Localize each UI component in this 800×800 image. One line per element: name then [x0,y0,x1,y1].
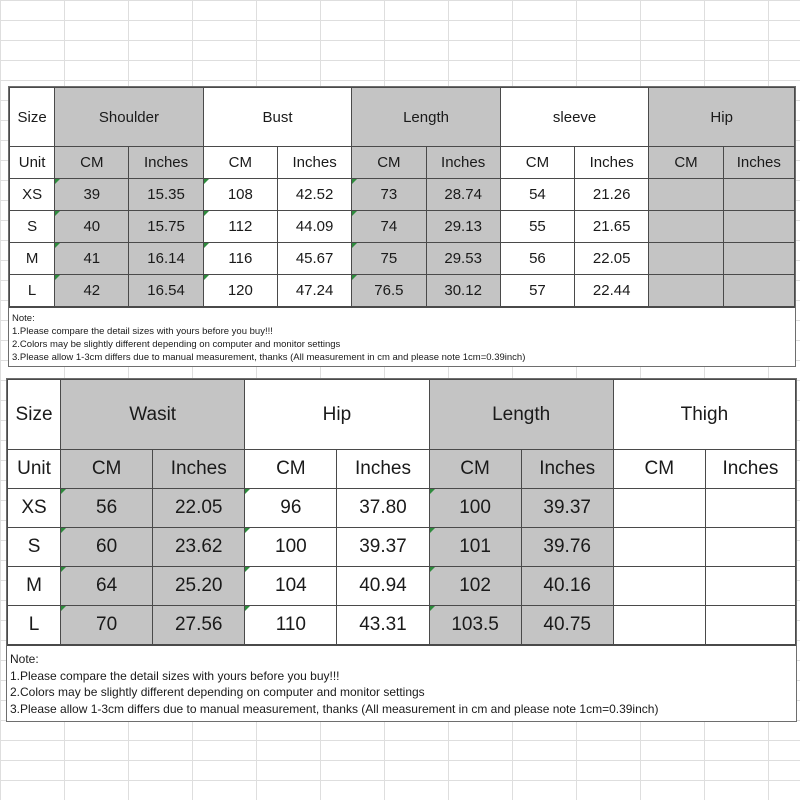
unit-label: Unit [10,147,55,179]
value-cell: 101 [429,528,521,567]
value-cell: 39 [55,179,129,211]
table-row [8,606,796,645]
value-cell [613,606,705,645]
value-cell: 64 [61,567,153,606]
table-row [10,275,795,307]
value-cell: 102 [429,567,521,606]
note-line: 1.Please compare the detail sizes with yours before you buy!!! [10,668,340,683]
value-cell: 22.05 [575,243,649,275]
value-cell: 56 [500,243,574,275]
top-size-chart [8,86,796,367]
value-cell: 40.16 [521,567,613,606]
hip-header: Hip [245,380,429,450]
size-cell: L [10,275,55,307]
top-unit-row [10,147,795,179]
value-cell [705,489,795,528]
hip-header: Hip [649,88,795,147]
value-cell: 110 [245,606,337,645]
top-header-row [10,88,795,147]
unit-cell: CM [500,147,574,179]
size-header: Size [8,380,61,450]
value-cell: 108 [203,179,277,211]
unit-cell: Inches [723,147,794,179]
bottom-unit-row [8,450,796,489]
unit-cell: Inches [575,147,649,179]
value-cell [723,243,794,275]
value-cell: 70 [61,606,153,645]
note-line: 2.Colors may be slightly different depending on computer and monitor settings [12,339,341,350]
value-cell [705,567,795,606]
value-cell [705,528,795,567]
unit-cell: CM [613,450,705,489]
size-cell: L [8,606,61,645]
bottom-header-row [8,380,796,450]
length-header: Length [429,380,613,450]
value-cell: 55 [500,211,574,243]
value-cell: 74 [352,211,426,243]
value-cell: 39.37 [521,489,613,528]
value-cell: 54 [500,179,574,211]
unit-cell: CM [61,450,153,489]
length-header: Length [352,88,501,147]
unit-cell: Inches [153,450,245,489]
unit-cell: CM [352,147,426,179]
note-title: Note: [12,313,35,324]
unit-cell: Inches [426,147,500,179]
bottom-size-chart [6,378,797,722]
unit-cell: CM [649,147,723,179]
notes-section [7,645,796,720]
value-cell: 29.53 [426,243,500,275]
size-cell: XS [10,179,55,211]
size-header: Size [10,88,55,147]
value-cell: 16.54 [129,275,203,307]
notes-section [9,307,795,367]
unit-cell: Inches [521,450,613,489]
value-cell: 75 [352,243,426,275]
value-cell: 42 [55,275,129,307]
value-cell: 112 [203,211,277,243]
size-cell: M [10,243,55,275]
value-cell [723,179,794,211]
value-cell: 42.52 [277,179,351,211]
bust-header: Bust [203,88,352,147]
value-cell [649,243,723,275]
value-cell: 100 [245,528,337,567]
value-cell: 40 [55,211,129,243]
note-line: 1.Please compare the detail sizes with yours before you buy!!! [12,326,273,337]
value-cell: 100 [429,489,521,528]
value-cell: 29.13 [426,211,500,243]
table-row [8,489,796,528]
value-cell: 43.31 [337,606,429,645]
value-cell: 104 [245,567,337,606]
size-cell: M [8,567,61,606]
value-cell: 103.5 [429,606,521,645]
unit-cell: Inches [129,147,203,179]
value-cell: 21.26 [575,179,649,211]
unit-cell: CM [245,450,337,489]
table-row [10,179,795,211]
unit-cell: Inches [337,450,429,489]
value-cell [613,528,705,567]
value-cell: 21.65 [575,211,649,243]
value-cell [723,275,794,307]
value-cell: 73 [352,179,426,211]
table-row [8,567,796,606]
thigh-header: Thigh [613,380,795,450]
value-cell: 56 [61,489,153,528]
value-cell: 76.5 [352,275,426,307]
table-row [8,528,796,567]
value-cell [649,179,723,211]
value-cell [705,606,795,645]
bottom-size-table [7,379,796,645]
note-line: 3.Please allow 1-3cm differs due to manual measurement, thanks (All measurement in cm and please note 1cm=0.39inch) [10,701,659,716]
value-cell: 39.37 [337,528,429,567]
unit-cell: CM [203,147,277,179]
value-cell: 22.44 [575,275,649,307]
note-line: 3.Please allow 1-3cm differs due to manual measurement, thanks (All measurement in cm and please note 1cm=0.39inch) [12,352,526,363]
unit-cell: CM [429,450,521,489]
value-cell: 40.75 [521,606,613,645]
size-cell: S [10,211,55,243]
value-cell [613,567,705,606]
shoulder-header: Shoulder [55,88,204,147]
value-cell: 16.14 [129,243,203,275]
value-cell: 15.75 [129,211,203,243]
value-cell [613,489,705,528]
value-cell: 40.94 [337,567,429,606]
value-cell [649,275,723,307]
unit-cell: Inches [277,147,351,179]
value-cell: 23.62 [153,528,245,567]
value-cell: 27.56 [153,606,245,645]
value-cell [649,211,723,243]
value-cell: 120 [203,275,277,307]
table-row [10,211,795,243]
value-cell: 57 [500,275,574,307]
top-size-table [9,87,795,307]
value-cell: 45.67 [277,243,351,275]
value-cell: 41 [55,243,129,275]
unit-label: Unit [8,450,61,489]
table-row [10,243,795,275]
unit-cell: CM [55,147,129,179]
value-cell: 44.09 [277,211,351,243]
unit-cell: Inches [705,450,795,489]
note-title: Note: [10,652,39,666]
value-cell: 37.80 [337,489,429,528]
value-cell: 28.74 [426,179,500,211]
value-cell: 22.05 [153,489,245,528]
size-cell: XS [8,489,61,528]
waist-header: Wasit [61,380,245,450]
value-cell: 15.35 [129,179,203,211]
value-cell: 116 [203,243,277,275]
value-cell [723,211,794,243]
value-cell: 25.20 [153,567,245,606]
value-cell: 30.12 [426,275,500,307]
sleeve-header: sleeve [500,88,649,147]
value-cell: 39.76 [521,528,613,567]
note-line: 2.Colors may be slightly different depending on computer and monitor settings [10,685,425,699]
value-cell: 47.24 [277,275,351,307]
value-cell: 60 [61,528,153,567]
size-cell: S [8,528,61,567]
value-cell: 96 [245,489,337,528]
